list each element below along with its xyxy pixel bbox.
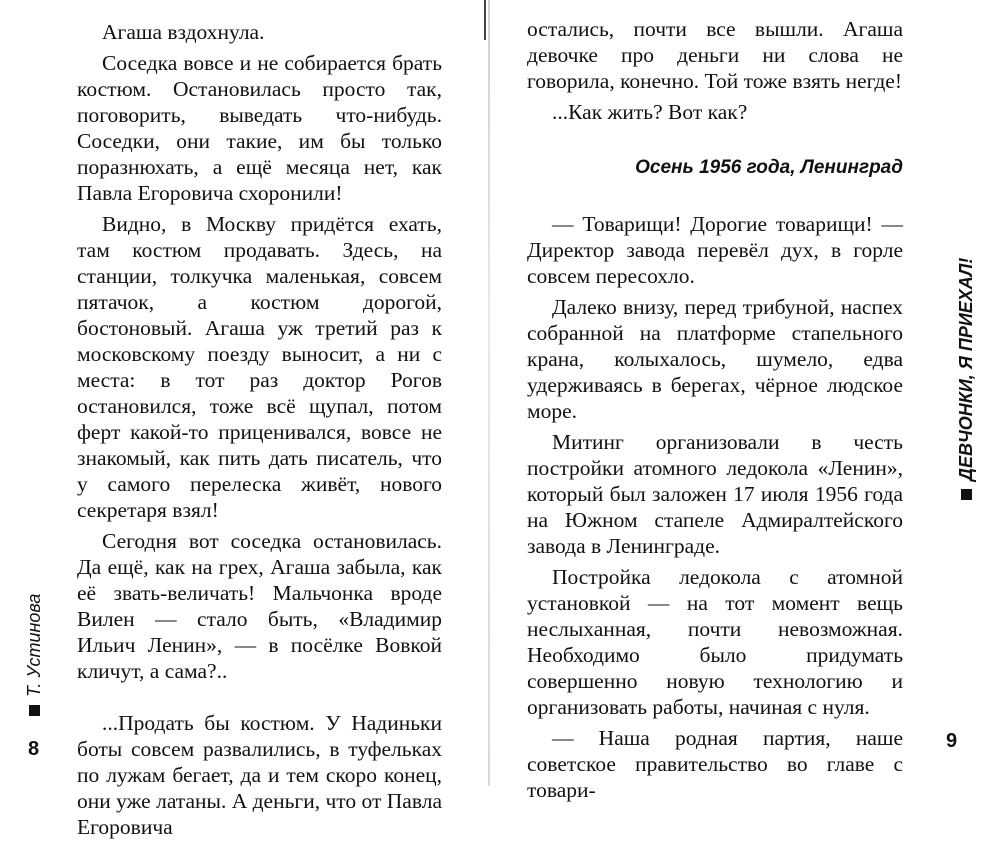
paragraph: Сегодня вот соседка остановилась. Да ещё, как на грех, Агаша забыла, как её звать-величать! Мальчонка вроде Вилен — стало быть, «Владимир Ильич Ленин», — в посёлке Вовкой кличут, а сама?.. [77, 529, 442, 683]
section-subtitle: Осень 1956 года, Ленинград [635, 157, 903, 178]
paragraph: Митинг организовали в честь постройки атомного ледокола «Ленин», который был заложен 17 июля 1956 года на Южном стапеле Адмиралтейского завода в Ленинграде. [527, 430, 903, 558]
square-icon [961, 489, 972, 500]
square-icon [29, 705, 40, 716]
right-page-text [527, 16, 903, 808]
paragraph: ...Продать бы костюм. У Надиньки боты совсем развалились, в туфельках по лужам бегает, да и тем скоро конец, они уже латаны. А деньги, что от Павла Егоровича [77, 711, 442, 839]
paragraph: Постройка ледокола с атомной установкой — на тот момент вещь неслыханная, почти невозможная. Необходимо было придумать совершенно новую технологию и организовать работы, начиная с нуля. [527, 565, 903, 719]
left-page-text [77, 19, 442, 845]
paragraph: Соседка вовсе и не собирается брать костюм. Остановилась просто так, поговорить, выведать что-нибудь. Соседки, они такие, им бы только поразнюхать, а ещё месяца нет, как Павла Егоровича схоронили! [77, 51, 442, 205]
running-head-title [956, 258, 977, 500]
paragraph: ...Как жить? Вот как? [552, 100, 748, 124]
page-number: 8 [28, 738, 40, 760]
paragraph: — Товарищи! Дорогие товарищи! — Директор завода перевёл дух, в горле совсем пересохло. [527, 212, 903, 288]
right-page [490, 0, 1000, 802]
paragraph: — Наша родная партия, наше советское правительство во главе с товари- [527, 726, 903, 802]
running-head-text: Т. Устинова [24, 593, 44, 697]
running-head-text: ДЕВЧОНКИ, Я ПРИЕХАЛ! [956, 257, 976, 481]
left-page [0, 0, 490, 839]
page-number: 9 [946, 730, 958, 752]
paragraph: Видно, в Москву придётся ехать, там костюм продавать. Здесь, на станции, толкучка маленькая, совсем пятачок, а костюм дорогой, бостоновый. Агаша уж третий раз к московскому поезду выносит, а ни с места: в тот раз доктор Рогов остановился, тоже всё щупал, потом ферт какой-то приценивался, вовсе не знакомый, как пить дать писатель, что у самого перелеска живёт, нового секретаря взял! [77, 212, 442, 522]
paragraph: Далеко внизу, перед трибуной, наспех собранной на платформе стапельного крана, колыхалось, шумело, едва удерживаясь в берегах, чёрное людское море. [527, 295, 903, 423]
paragraph: остались, почти все вышли. Агаша девочке про деньги ни слова не говорила, конечно. Той тоже взять негде! [527, 17, 903, 93]
paragraph: Агаша вздохнула. [102, 20, 265, 44]
running-head-author [24, 594, 45, 716]
